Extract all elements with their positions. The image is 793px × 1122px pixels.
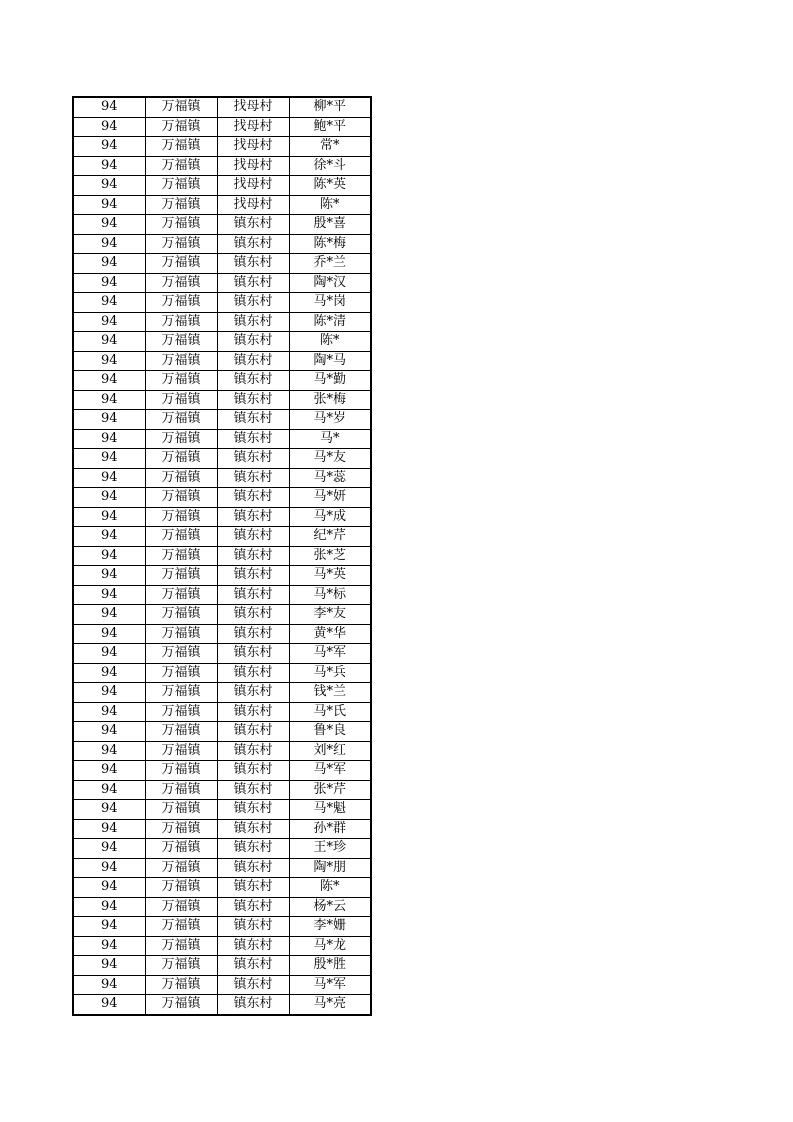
name-cell: 张*芹 [289,780,371,800]
table-row [73,819,371,839]
name-cell: 马*友 [289,449,371,469]
town-cell: 万福镇 [145,741,217,761]
village-cell: 镇东村 [217,858,289,878]
name-cell: 陶*马 [289,351,371,371]
town-cell: 万福镇 [145,761,217,781]
village-cell: 镇东村 [217,449,289,469]
name-cell: 杨*云 [289,897,371,917]
count-cell: 94 [73,546,145,566]
town-cell: 万福镇 [145,176,217,196]
name-cell: 陶*汉 [289,273,371,293]
village-cell: 镇东村 [217,819,289,839]
name-cell: 马*标 [289,585,371,605]
town-cell: 万福镇 [145,97,217,117]
table-row [73,234,371,254]
count-cell: 94 [73,956,145,976]
count-cell: 94 [73,429,145,449]
village-cell: 镇东村 [217,234,289,254]
table-row [73,273,371,293]
table-row [73,390,371,410]
town-cell: 万福镇 [145,702,217,722]
village-cell: 找母村 [217,117,289,137]
table-row [73,585,371,605]
village-cell: 镇东村 [217,995,289,1015]
town-cell: 万福镇 [145,878,217,898]
table-row [73,117,371,137]
count-cell: 94 [73,117,145,137]
village-cell: 镇东村 [217,800,289,820]
table-row [73,293,371,313]
count-cell: 94 [73,858,145,878]
name-cell: 马*氏 [289,702,371,722]
name-cell: 马*蕊 [289,468,371,488]
name-cell: 陈* [289,878,371,898]
table-row [73,371,371,391]
town-cell: 万福镇 [145,117,217,137]
town-cell: 万福镇 [145,293,217,313]
name-cell: 鲁*良 [289,722,371,742]
count-cell: 94 [73,624,145,644]
count-cell: 94 [73,254,145,274]
count-cell: 94 [73,293,145,313]
count-cell: 94 [73,819,145,839]
table-row [73,663,371,683]
table-row [73,527,371,547]
town-cell: 万福镇 [145,429,217,449]
name-cell: 马*亮 [289,995,371,1015]
name-cell: 马*军 [289,975,371,995]
name-cell: 马*军 [289,761,371,781]
village-cell: 镇东村 [217,546,289,566]
village-cell: 镇东村 [217,332,289,352]
village-cell: 镇东村 [217,780,289,800]
table-row [73,858,371,878]
town-cell: 万福镇 [145,449,217,469]
table-row [73,156,371,176]
count-cell: 94 [73,273,145,293]
town-cell: 万福镇 [145,839,217,859]
town-cell: 万福镇 [145,956,217,976]
table-row [73,780,371,800]
count-cell: 94 [73,390,145,410]
village-cell: 镇东村 [217,741,289,761]
town-cell: 万福镇 [145,995,217,1015]
village-cell: 镇东村 [217,429,289,449]
name-cell: 钱*兰 [289,683,371,703]
village-cell: 镇东村 [217,215,289,235]
name-cell: 马*勤 [289,371,371,391]
town-cell: 万福镇 [145,156,217,176]
name-cell: 刘*红 [289,741,371,761]
table-row [73,546,371,566]
count-cell: 94 [73,702,145,722]
count-cell: 94 [73,195,145,215]
town-cell: 万福镇 [145,234,217,254]
village-cell: 镇东村 [217,488,289,508]
count-cell: 94 [73,527,145,547]
town-cell: 万福镇 [145,605,217,625]
table-row [73,429,371,449]
table-row [73,995,371,1015]
town-cell: 万福镇 [145,468,217,488]
village-cell: 镇东村 [217,956,289,976]
table-row [73,332,371,352]
village-cell: 镇东村 [217,624,289,644]
town-cell: 万福镇 [145,566,217,586]
table-row [73,254,371,274]
count-cell: 94 [73,97,145,117]
town-cell: 万福镇 [145,683,217,703]
count-cell: 94 [73,371,145,391]
village-cell: 镇东村 [217,507,289,527]
name-cell: 陈*英 [289,176,371,196]
table-row [73,897,371,917]
count-cell: 94 [73,468,145,488]
name-cell: 马*岁 [289,410,371,430]
name-cell: 黄*华 [289,624,371,644]
count-cell: 94 [73,156,145,176]
town-cell: 万福镇 [145,351,217,371]
town-cell: 万福镇 [145,527,217,547]
table-row [73,137,371,157]
village-cell: 镇东村 [217,312,289,332]
name-cell: 王*珍 [289,839,371,859]
table-row [73,195,371,215]
village-cell: 找母村 [217,195,289,215]
count-cell: 94 [73,839,145,859]
name-cell: 马*英 [289,566,371,586]
count-cell: 94 [73,683,145,703]
town-cell: 万福镇 [145,507,217,527]
village-cell: 镇东村 [217,566,289,586]
name-cell: 马*妍 [289,488,371,508]
village-cell: 找母村 [217,137,289,157]
name-cell: 陈*清 [289,312,371,332]
town-cell: 万福镇 [145,254,217,274]
count-cell: 94 [73,585,145,605]
town-cell: 万福镇 [145,390,217,410]
table-row [73,176,371,196]
town-cell: 万福镇 [145,371,217,391]
village-cell: 找母村 [217,156,289,176]
village-cell: 镇东村 [217,468,289,488]
name-cell: 马*成 [289,507,371,527]
village-cell: 镇东村 [217,897,289,917]
table-row [73,566,371,586]
town-cell: 万福镇 [145,195,217,215]
table-row [73,722,371,742]
town-cell: 万福镇 [145,137,217,157]
count-cell: 94 [73,897,145,917]
count-cell: 94 [73,995,145,1015]
count-cell: 94 [73,410,145,430]
town-cell: 万福镇 [145,780,217,800]
town-cell: 万福镇 [145,312,217,332]
village-cell: 找母村 [217,176,289,196]
count-cell: 94 [73,800,145,820]
name-cell: 马*龙 [289,936,371,956]
count-cell: 94 [73,507,145,527]
table-row [73,97,371,117]
village-cell: 镇东村 [217,605,289,625]
name-cell: 马*兵 [289,663,371,683]
name-cell: 张*梅 [289,390,371,410]
name-cell: 李*姗 [289,917,371,937]
name-cell: 殷*胜 [289,956,371,976]
table-row [73,644,371,664]
count-cell: 94 [73,936,145,956]
town-cell: 万福镇 [145,410,217,430]
village-cell: 镇东村 [217,273,289,293]
name-cell: 陈* [289,332,371,352]
village-cell: 镇东村 [217,839,289,859]
table-row [73,488,371,508]
count-cell: 94 [73,605,145,625]
town-cell: 万福镇 [145,936,217,956]
name-cell: 徐*斗 [289,156,371,176]
count-cell: 94 [73,137,145,157]
name-cell: 鲍*平 [289,117,371,137]
name-cell: 陈* [289,195,371,215]
count-cell: 94 [73,644,145,664]
name-cell: 纪*芹 [289,527,371,547]
town-cell: 万福镇 [145,800,217,820]
name-cell: 陈*梅 [289,234,371,254]
town-cell: 万福镇 [145,332,217,352]
table-row [73,761,371,781]
town-cell: 万福镇 [145,663,217,683]
count-cell: 94 [73,975,145,995]
name-cell: 张*芝 [289,546,371,566]
count-cell: 94 [73,176,145,196]
town-cell: 万福镇 [145,917,217,937]
village-cell: 镇东村 [217,254,289,274]
town-cell: 万福镇 [145,585,217,605]
count-cell: 94 [73,332,145,352]
village-cell: 镇东村 [217,585,289,605]
village-cell: 镇东村 [217,683,289,703]
table-row [73,449,371,469]
count-cell: 94 [73,780,145,800]
name-cell: 陶*朋 [289,858,371,878]
table-row [73,605,371,625]
count-cell: 94 [73,312,145,332]
village-cell: 镇东村 [217,371,289,391]
table-row [73,215,371,235]
village-cell: 镇东村 [217,644,289,664]
count-cell: 94 [73,878,145,898]
name-cell: 乔*兰 [289,254,371,274]
name-cell: 柳*平 [289,97,371,117]
town-cell: 万福镇 [145,975,217,995]
table-row [73,312,371,332]
count-cell: 94 [73,449,145,469]
table-row [73,351,371,371]
village-cell: 镇东村 [217,722,289,742]
town-cell: 万福镇 [145,819,217,839]
count-cell: 94 [73,741,145,761]
table-row [73,410,371,430]
village-cell: 镇东村 [217,936,289,956]
town-cell: 万福镇 [145,273,217,293]
table-row [73,975,371,995]
data-table [72,96,372,1016]
table-row [73,917,371,937]
village-cell: 镇东村 [217,293,289,313]
table-body [73,97,371,1015]
table-row [73,624,371,644]
name-cell: 常* [289,137,371,157]
village-cell: 镇东村 [217,761,289,781]
town-cell: 万福镇 [145,858,217,878]
town-cell: 万福镇 [145,624,217,644]
name-cell: 马* [289,429,371,449]
count-cell: 94 [73,761,145,781]
table-row [73,741,371,761]
village-cell: 镇东村 [217,390,289,410]
count-cell: 94 [73,351,145,371]
name-cell: 马*魁 [289,800,371,820]
village-cell: 镇东村 [217,917,289,937]
table-row [73,936,371,956]
village-cell: 镇东村 [217,527,289,547]
table-row [73,839,371,859]
town-cell: 万福镇 [145,722,217,742]
table-row [73,800,371,820]
village-cell: 找母村 [217,97,289,117]
town-cell: 万福镇 [145,546,217,566]
table-row [73,878,371,898]
village-cell: 镇东村 [217,702,289,722]
table-row [73,956,371,976]
count-cell: 94 [73,917,145,937]
name-cell: 殷*喜 [289,215,371,235]
village-cell: 镇东村 [217,878,289,898]
name-cell: 李*友 [289,605,371,625]
table-row [73,702,371,722]
village-cell: 镇东村 [217,351,289,371]
table-row [73,507,371,527]
name-cell: 马*岗 [289,293,371,313]
town-cell: 万福镇 [145,644,217,664]
count-cell: 94 [73,488,145,508]
town-cell: 万福镇 [145,488,217,508]
count-cell: 94 [73,566,145,586]
name-cell: 马*军 [289,644,371,664]
count-cell: 94 [73,722,145,742]
count-cell: 94 [73,663,145,683]
town-cell: 万福镇 [145,897,217,917]
table-row [73,683,371,703]
table-row [73,468,371,488]
count-cell: 94 [73,215,145,235]
name-cell: 孙*群 [289,819,371,839]
count-cell: 94 [73,234,145,254]
town-cell: 万福镇 [145,215,217,235]
village-cell: 镇东村 [217,410,289,430]
village-cell: 镇东村 [217,663,289,683]
village-cell: 镇东村 [217,975,289,995]
